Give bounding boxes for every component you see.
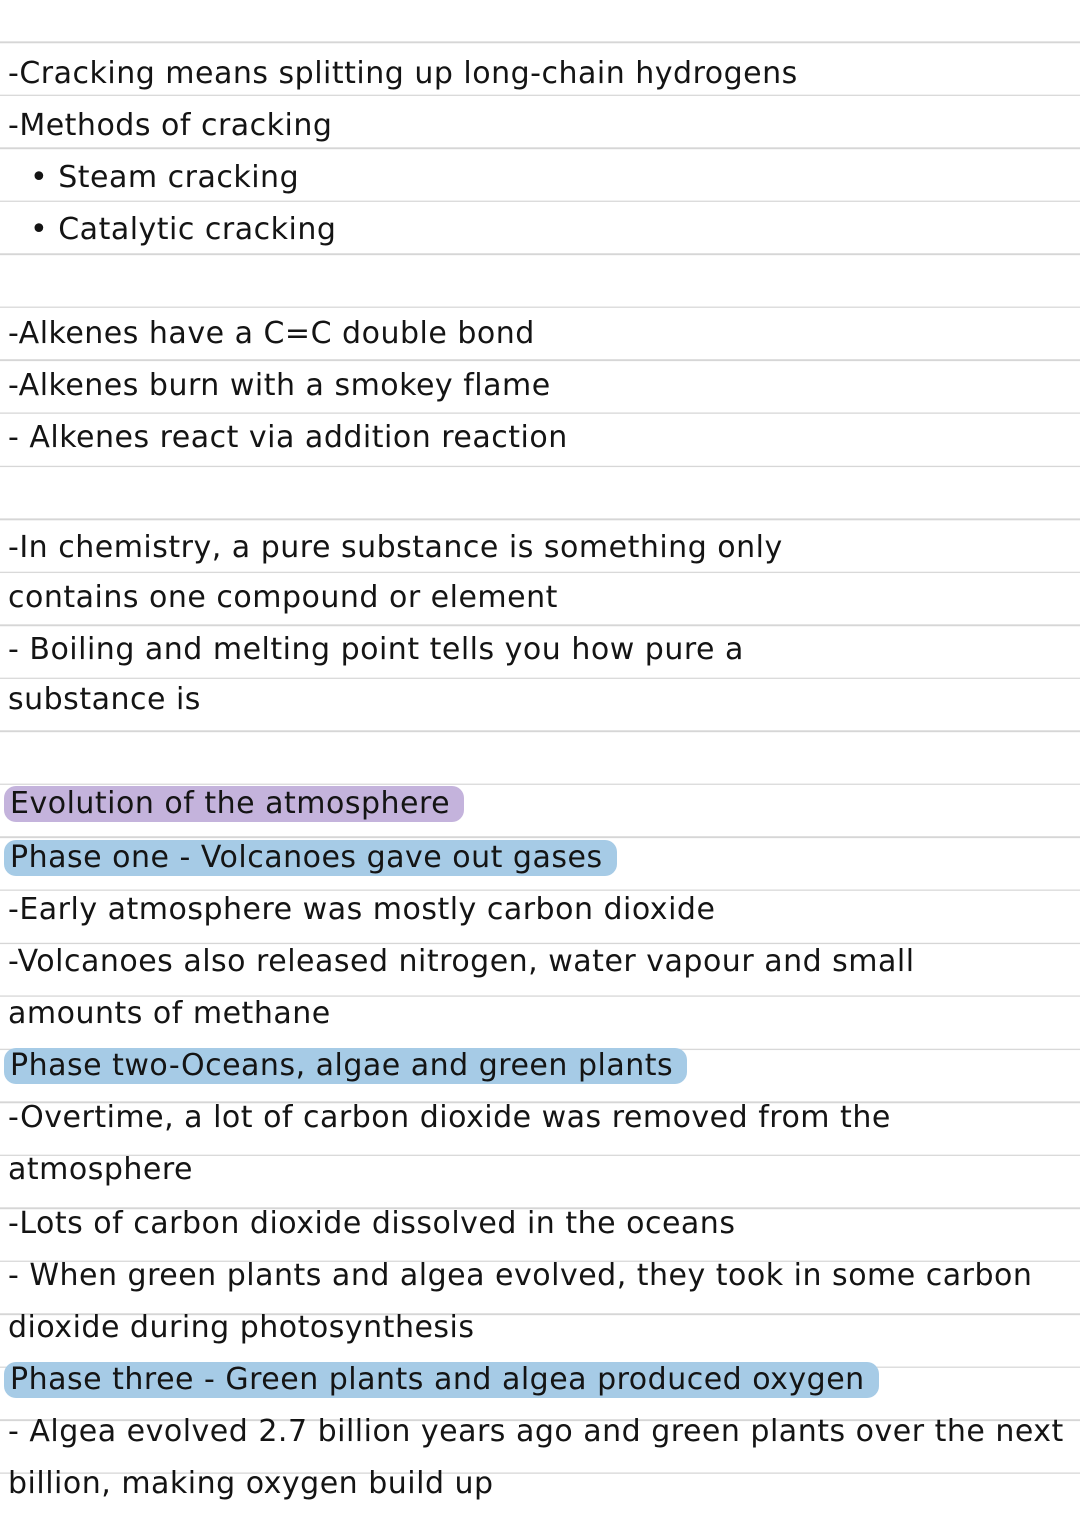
phase-highlight: Phase one - Volcanoes gave out gases bbox=[4, 840, 617, 876]
phase-heading bbox=[8, 1362, 879, 1398]
note-line: -Overtime, a lot of carbon dioxide was removed from the bbox=[8, 1100, 891, 1135]
note-line: amounts of methane bbox=[8, 996, 331, 1031]
phase-heading bbox=[8, 840, 617, 876]
note-line: - When green plants and algea evolved, they took in some carbon bbox=[8, 1258, 1033, 1293]
note-line: -Alkenes have a C=C double bond bbox=[8, 316, 535, 351]
phase-highlight: Phase three - Green plants and algea produced oxygen bbox=[4, 1362, 879, 1398]
section-heading bbox=[8, 786, 464, 822]
note-line: -Lots of carbon dioxide dissolved in the oceans bbox=[8, 1206, 736, 1241]
note-line: billion, making oxygen build up bbox=[8, 1466, 494, 1501]
note-line: dioxide during photosynthesis bbox=[8, 1310, 475, 1345]
phase-highlight: Phase two-Oceans, algae and green plants bbox=[4, 1048, 687, 1084]
note-line: -In chemistry, a pure substance is something only bbox=[8, 530, 783, 565]
bullet-item: • Steam cracking bbox=[30, 160, 300, 195]
note-line: -Early atmosphere was mostly carbon dioxide bbox=[8, 892, 716, 927]
bullet-item: • Catalytic cracking bbox=[30, 212, 337, 247]
note-line: contains one compound or element bbox=[8, 580, 558, 615]
phase-heading bbox=[8, 1048, 687, 1084]
note-line: substance is bbox=[8, 682, 201, 717]
note-line: - Algea evolved 2.7 billion years ago and green plants over the next bbox=[8, 1414, 1064, 1449]
note-line: -Volcanoes also released nitrogen, water vapour and small bbox=[8, 944, 915, 979]
note-line: -Cracking means splitting up long-chain hydrogens bbox=[8, 56, 798, 91]
note-line: -Alkenes burn with a smokey flame bbox=[8, 368, 551, 403]
note-line: - Alkenes react via addition reaction bbox=[8, 420, 568, 455]
note-line: atmosphere bbox=[8, 1152, 193, 1187]
heading-highlight: Evolution of the atmosphere bbox=[4, 786, 464, 822]
note-line: -Methods of cracking bbox=[8, 108, 333, 143]
note-line: - Boiling and melting point tells you how pure a bbox=[8, 632, 744, 667]
